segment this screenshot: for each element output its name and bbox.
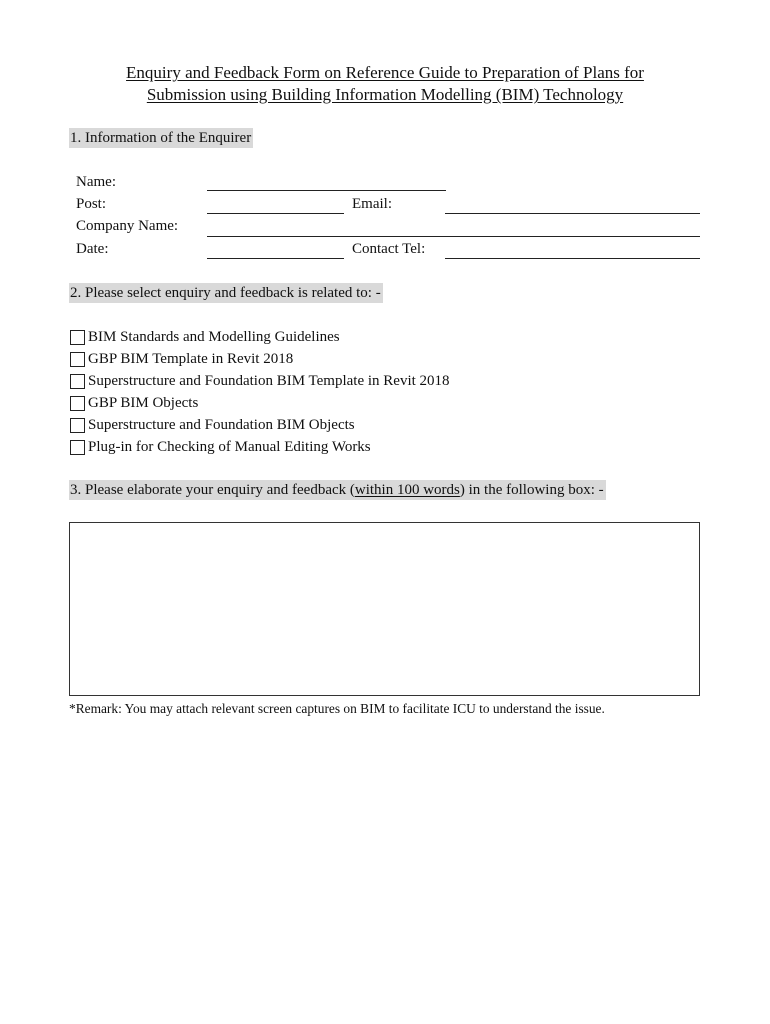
date-label: Date: (76, 241, 109, 257)
email-field[interactable] (445, 213, 700, 214)
option-plug-in-checking[interactable] (70, 437, 371, 457)
option-label: Superstructure and Foundation BIM Template in Revit 2018 (88, 373, 450, 389)
name-label: Name: (76, 174, 116, 190)
option-label: GBP BIM Objects (88, 395, 199, 411)
option-gbp-bim-objects[interactable] (70, 393, 198, 413)
checkbox[interactable] (70, 352, 85, 367)
section-2-heading: 2. Please select enquiry and feedback is related to: - (70, 285, 381, 301)
name-field[interactable] (207, 190, 446, 191)
option-label: BIM Standards and Modelling Guidelines (88, 329, 340, 345)
contact-tel-field[interactable] (445, 258, 700, 259)
form-title-line-1: Enquiry and Feedback Form on Reference Guide to Preparation of Plans for (126, 63, 644, 82)
option-label: Superstructure and Foundation BIM Objects (88, 417, 355, 433)
checkbox[interactable] (70, 440, 85, 455)
remark-note: *Remark: You may attach relevant screen captures on BIM to facilitate ICU to understand the issue. (69, 701, 605, 716)
section-3-heading (69, 480, 606, 500)
option-label: GBP BIM Template in Revit 2018 (88, 351, 294, 367)
checkbox[interactable] (70, 396, 85, 411)
date-field[interactable] (207, 258, 344, 259)
section-3-heading-suffix: ) in the following box: - (459, 482, 604, 498)
section-3-heading-prefix: 3. Please elaborate your enquiry and feedback ( (70, 482, 355, 498)
option-label: Plug-in for Checking of Manual Editing Works (88, 439, 371, 455)
email-label: Email: (352, 196, 392, 212)
post-field[interactable] (207, 213, 344, 214)
feedback-textarea[interactable] (69, 522, 700, 696)
checkbox[interactable] (70, 418, 85, 433)
checkbox[interactable] (70, 374, 85, 389)
company-name-field[interactable] (207, 236, 700, 237)
company-name-label: Company Name: (76, 218, 179, 234)
contact-tel-label: Contact Tel: (352, 241, 426, 257)
word-limit-text: within 100 words (354, 482, 460, 498)
option-gbp-bim-template[interactable] (70, 349, 293, 369)
option-bim-standards[interactable] (70, 327, 340, 347)
post-label: Post: (76, 196, 107, 212)
option-superstructure-objects[interactable] (70, 415, 355, 435)
section-1-heading: 1. Information of the Enquirer (70, 130, 252, 146)
option-superstructure-template[interactable] (70, 371, 450, 391)
checkbox[interactable] (70, 330, 85, 345)
form-title-line-2: Submission using Building Information Modelling (BIM) Technology (146, 85, 624, 104)
